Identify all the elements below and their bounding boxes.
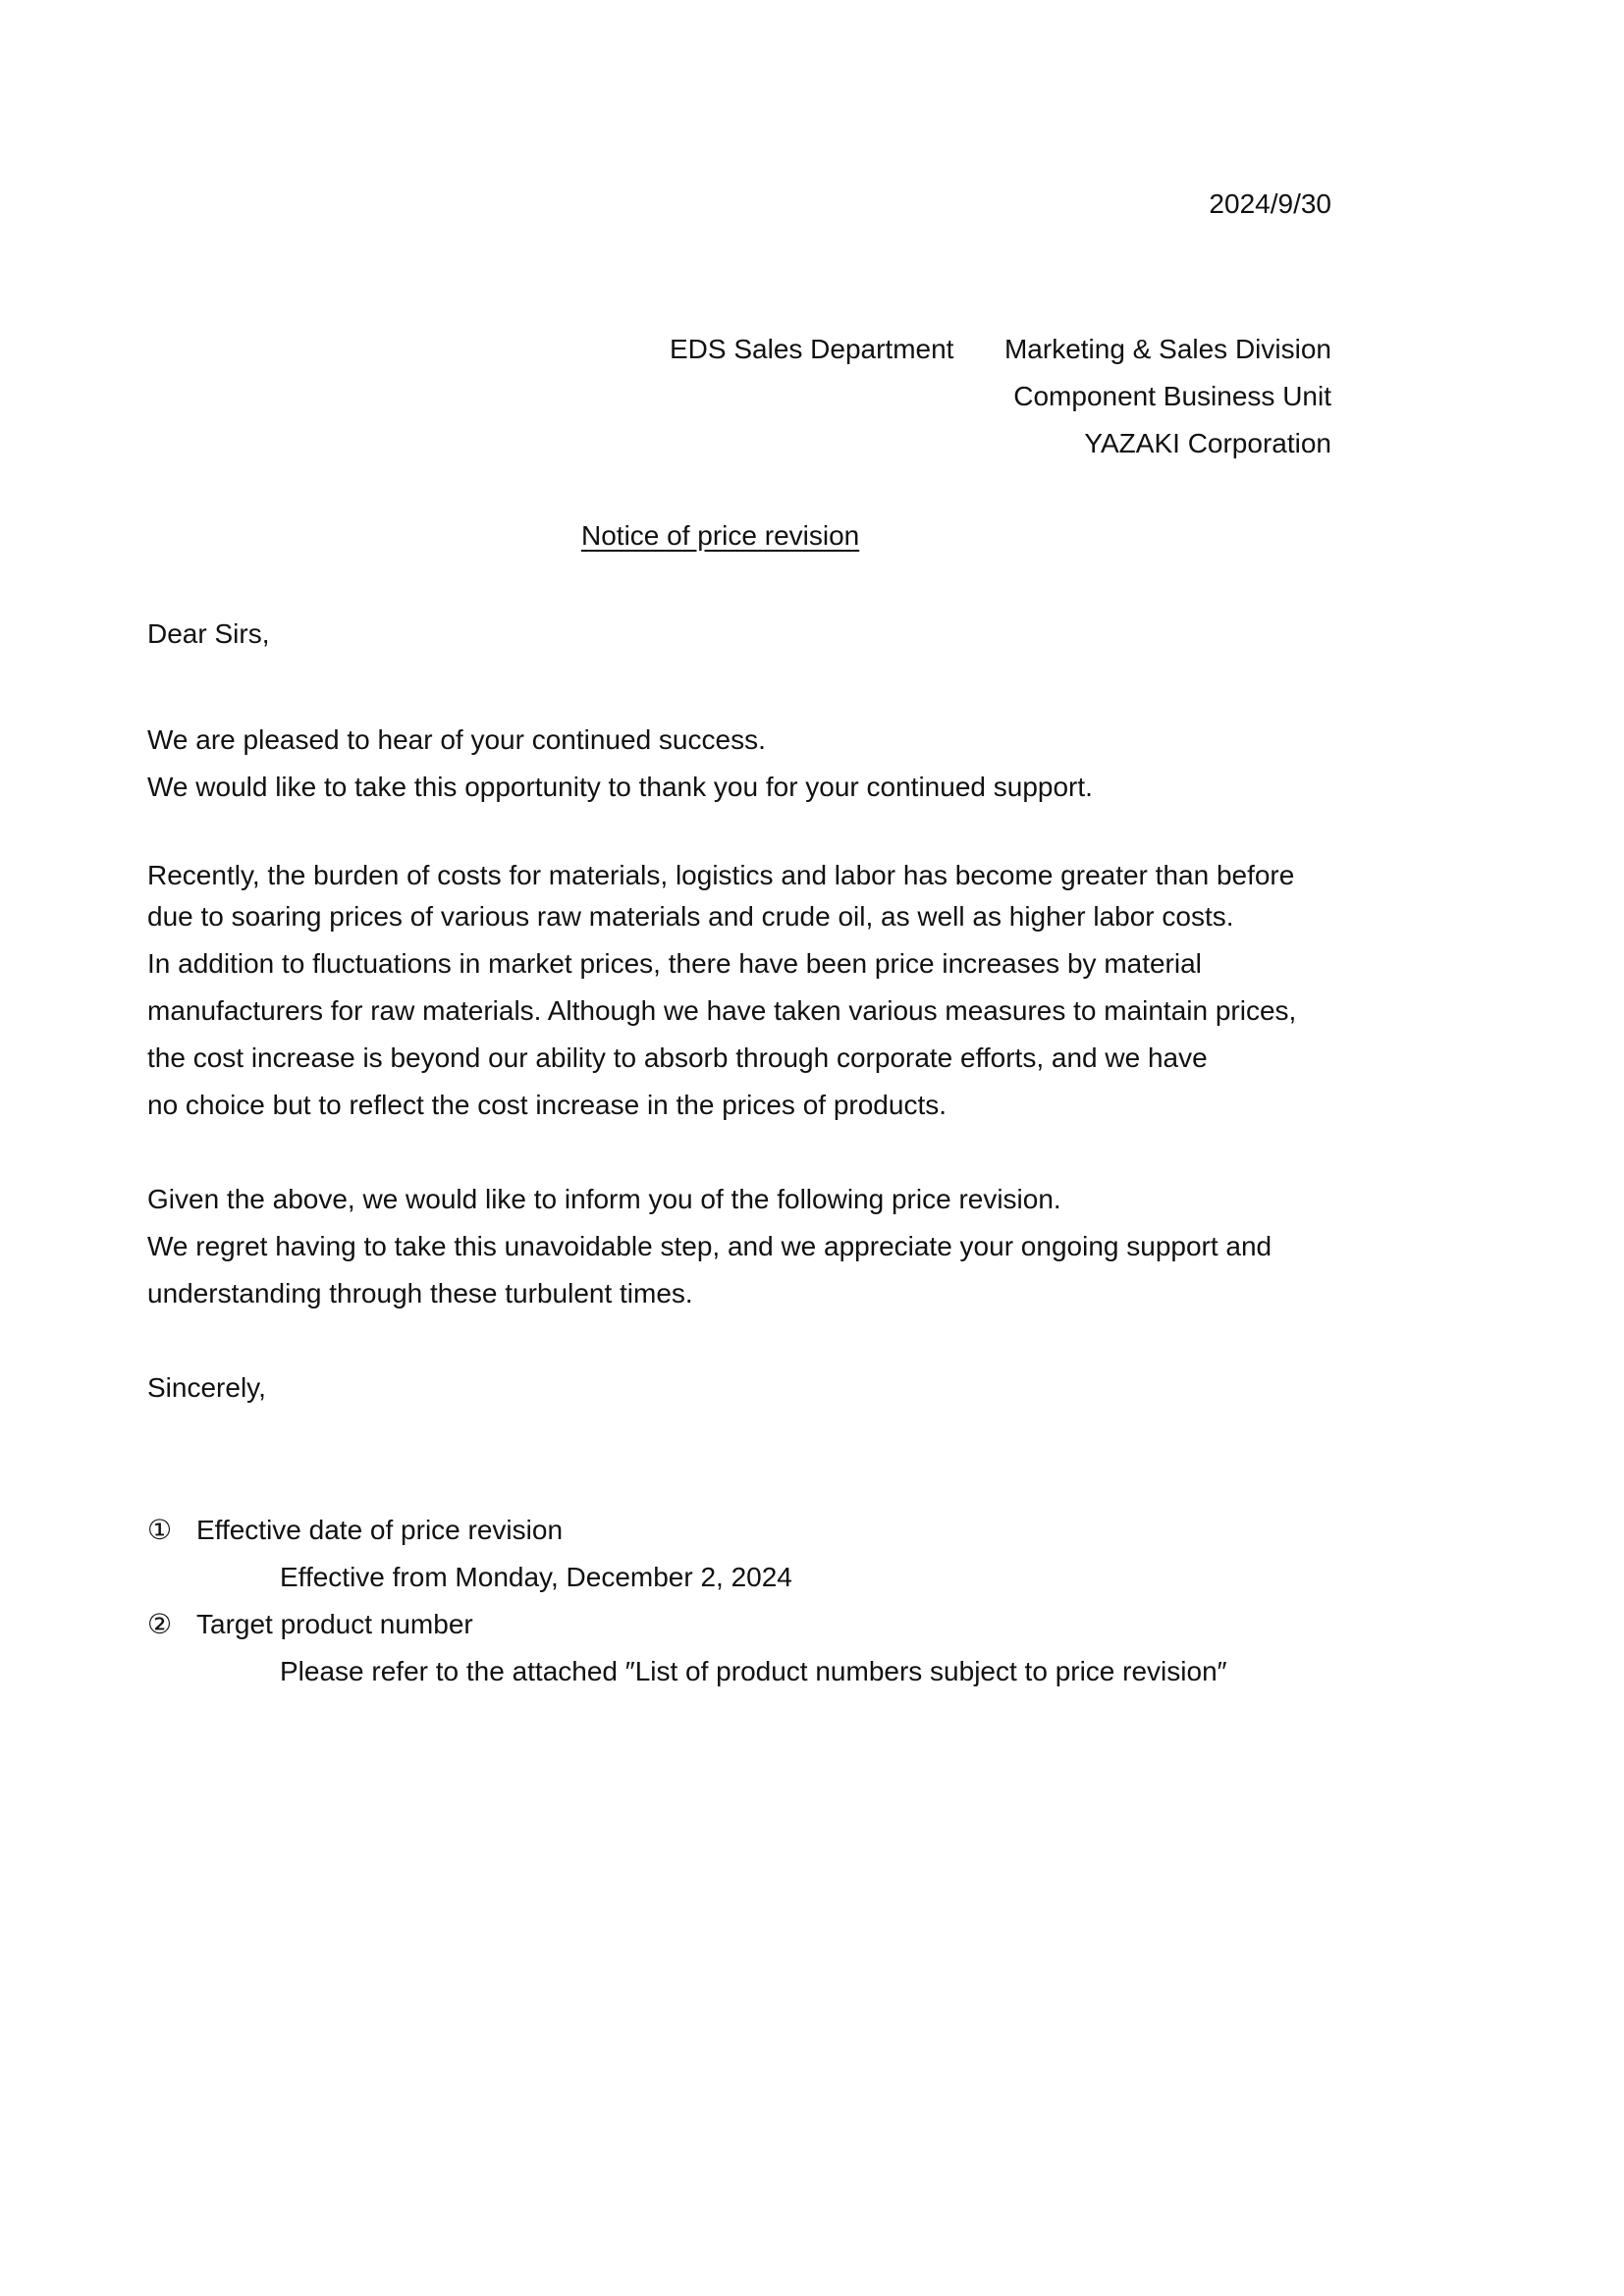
paragraph-2-line: manufacturers for raw materials. Although we have taken various measures to maintain prices, xyxy=(147,995,1297,1026)
paragraph-2-line: the cost increase is beyond our ability to absorb through corporate efforts, and we have xyxy=(147,1042,1208,1073)
salutation: Dear Sirs, xyxy=(147,618,270,649)
paragraph-3-line: We regret having to take this unavoidable step, and we appreciate your ongoing support and xyxy=(147,1231,1272,1261)
item-heading: Target product number xyxy=(196,1609,473,1639)
item-number-marker: ① xyxy=(147,1515,173,1545)
item-effective-date xyxy=(147,1517,563,1544)
paragraph-2-line: no choice but to reflect the cost increase in the prices of products. xyxy=(147,1090,947,1120)
item-detail: Effective from Monday, December 2, 2024 xyxy=(280,1562,792,1592)
closing: Sincerely, xyxy=(147,1372,266,1403)
paragraph-2-line: In addition to fluctuations in market prices, there have been price increases by material xyxy=(147,948,1202,979)
paragraph-3-line: Given the above, we would like to inform you of the following price revision. xyxy=(147,1184,1061,1214)
paragraph-1-line: We would like to take this opportunity to thank you for your continued support. xyxy=(147,772,1093,802)
sender-department: EDS Sales Department xyxy=(670,334,954,364)
item-number-marker: ② xyxy=(147,1609,173,1639)
sender-company: YAZAKI Corporation xyxy=(1084,428,1331,458)
paragraph-2-line: Recently, the burden of costs for materials, logistics and labor has become greater than before xyxy=(147,860,1295,890)
item-detail: Please refer to the attached ″List of product numbers subject to price revision″ xyxy=(280,1656,1227,1686)
paragraph-1-line: We are pleased to hear of your continued success. xyxy=(147,724,766,755)
item-heading: Effective date of price revision xyxy=(196,1515,564,1545)
paragraph-3-line: understanding through these turbulent times. xyxy=(147,1278,693,1308)
sender-division: Marketing & Sales Division xyxy=(1003,334,1331,364)
item-target-product xyxy=(147,1611,473,1638)
document-title: Notice of price revision xyxy=(581,520,860,551)
letter-date: 2024/9/30 xyxy=(1209,188,1331,219)
sender-business-unit: Component Business Unit xyxy=(1013,381,1331,411)
paragraph-2-line: due to soaring prices of various raw materials and crude oil, as well as higher labor costs. xyxy=(147,901,1234,932)
